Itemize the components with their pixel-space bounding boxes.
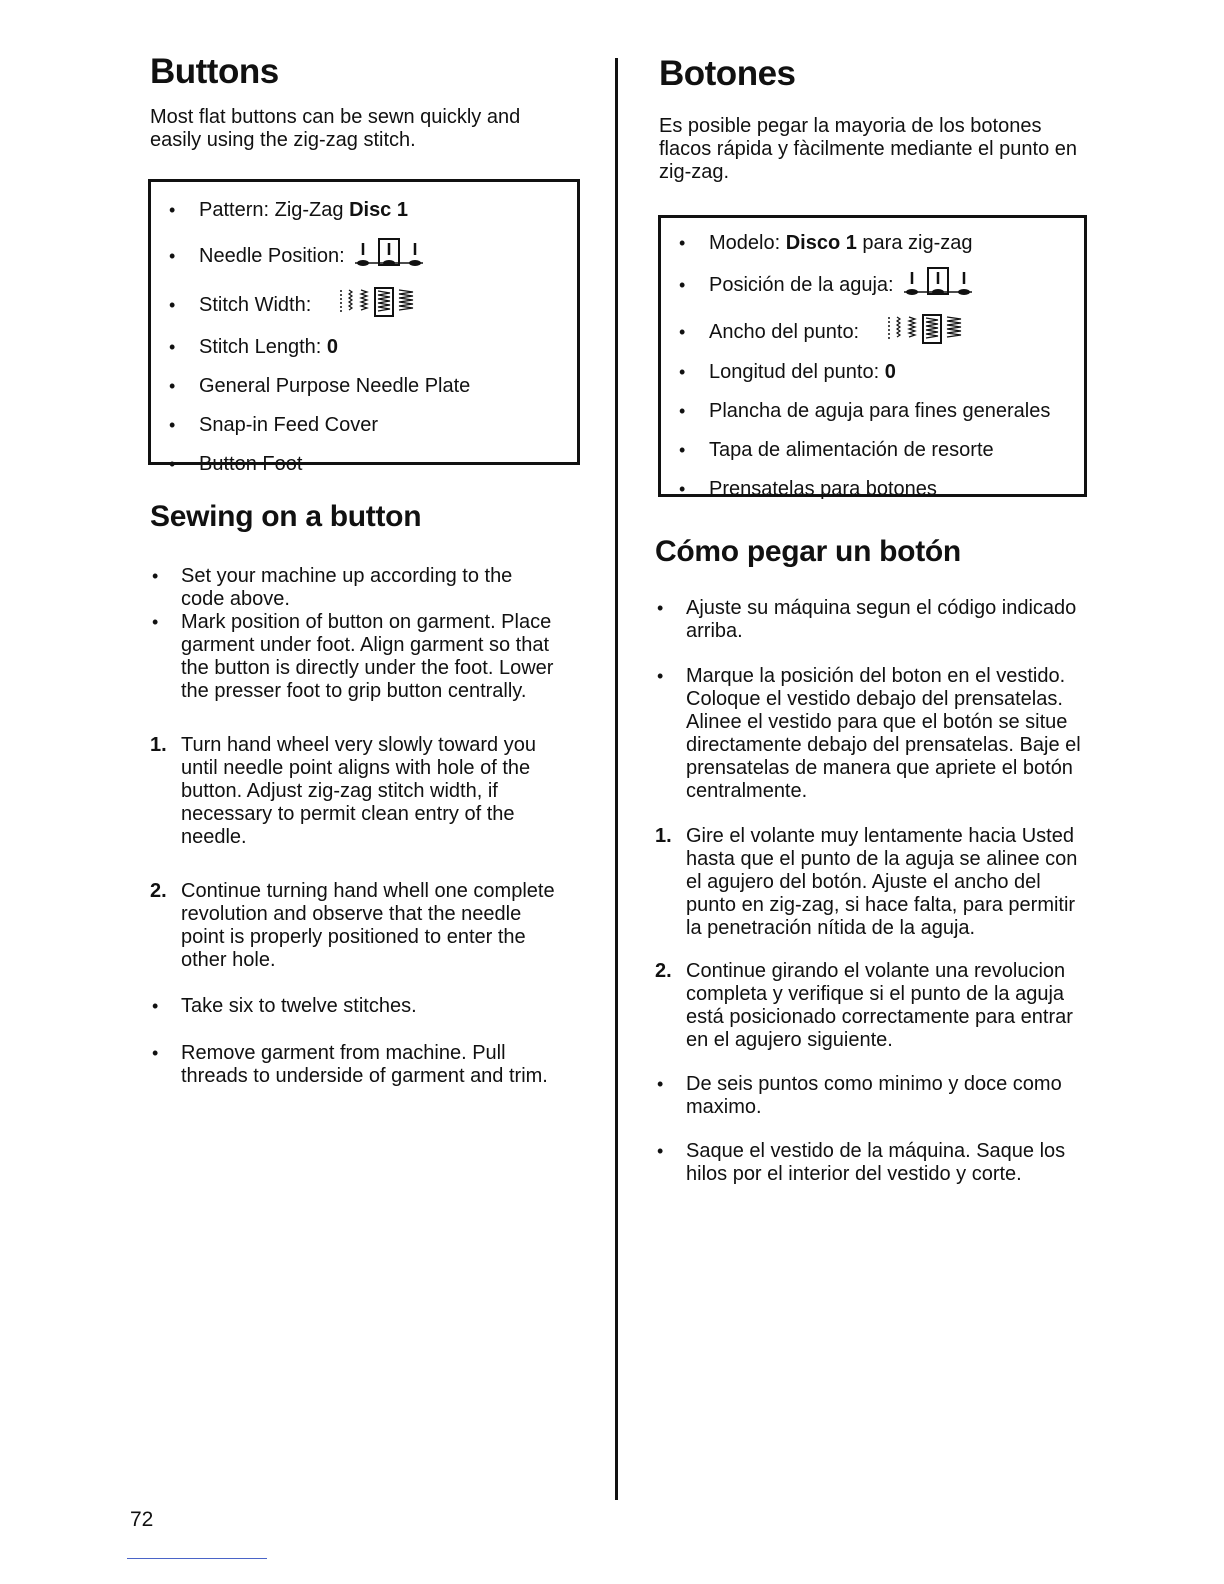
setting-stitch-length-es: • Longitud del punto: 0 [677, 360, 1072, 384]
setting-foot: • Button Foot [167, 452, 565, 476]
settings-list [167, 198, 565, 476]
page-number: 72 [130, 1508, 154, 1531]
setting-foot-es: • Prensatelas para botones [677, 477, 1072, 501]
settings-list-es [677, 231, 1072, 501]
step-item: • De seis puntos como minimo y doce como maximo. [657, 1073, 1062, 1118]
setting-feed-cover: • Snap-in Feed Cover [167, 413, 565, 437]
needle-position-icon [904, 266, 972, 304]
setting-pattern-es: • Modelo: Disco 1 para zig-zag [677, 231, 1072, 255]
setting-stitch-width-es: • Ancho del punto: [677, 313, 1072, 351]
step-item: 1. Gire el volante muy lentamente hacia Usted hasta que el punto de la aguja se alinee con el agujero del botón. Ajuste el ancho del punto en zig-zag, si hace falta, para permitir la penetración nítida de la aguja. [655, 825, 1078, 939]
stitch-width-icon [885, 313, 971, 351]
steps-list [150, 565, 560, 1088]
setting-needle-position: • Needle Position: [167, 237, 565, 275]
setting-needle-plate-es: • Plancha de aguja para fines generales [677, 399, 1072, 423]
step-item: • Set your machine up according to the code above. [152, 565, 513, 610]
stitch-width-icon [337, 286, 423, 324]
setting-needle-plate: • General Purpose Needle Plate [167, 374, 565, 398]
step-item: • Mark position of button on garment. Place garment under foot. Align garment so that the button is directly under the foot. Lower the presser foot to grip button centrally. [152, 611, 554, 702]
footer-rule [127, 1558, 267, 1559]
settings-box-es [658, 215, 1087, 500]
settings-box [148, 179, 580, 475]
step-item: • Remove garment from machine. Pull threads to underside of garment and trim. [152, 1042, 548, 1087]
step-item: 2. Continue turning hand whell one complete revolution and observe that the needle point is properly positioned to enter the other hole. [150, 880, 555, 971]
steps-list-es [655, 597, 1085, 1186]
step-item: • Ajuste su máquina segun el código indicado arriba. [657, 597, 1077, 642]
section-title: Sewing on a button [150, 500, 422, 533]
intro-text-es: Es posible pegar la mayoria de los botones flacos rápida y fàcilmente mediante el punto en zig-zag. [659, 115, 1078, 183]
section-title-es: Cómo pegar un botón [655, 535, 961, 568]
step-item: • Saque el vestido de la máquina. Saque los hilos por el interior del vestido y corte. [657, 1140, 1066, 1185]
step-item: 2. Continue girando el volante una revolucion completa y verifique si el punto de la aguja está posicionado correctamente para entrar en el agujero siguiente. [655, 960, 1073, 1051]
page-title-es: Botones [659, 54, 796, 93]
intro-text: Most flat buttons can be sewn quickly and easily using the zig-zag stitch. [150, 106, 521, 151]
needle-position-icon [355, 237, 423, 275]
step-item: • Marque la posición del boton en el vestido. Coloque el vestido debajo del prensatelas. Alinee el vestido para que el botón se situe directamente debajo del prensatelas. Baje el prensatelas de manera que apriete el botón centralmente. [657, 665, 1081, 802]
setting-needle-position-es: • Posición de la aguja: [677, 266, 1072, 304]
setting-stitch-width: • Stitch Width: [167, 286, 565, 324]
step-item: • Take six to twelve stitches. [152, 995, 417, 1017]
page-title: Buttons [150, 52, 279, 91]
step-item: 1. Turn hand wheel very slowly toward you until needle point aligns with hole of the button. Adjust zig-zag stitch width, if necessary to permit clean entry of the needle. [150, 734, 536, 848]
setting-stitch-length: • Stitch Length: 0 [167, 335, 565, 359]
column-divider [615, 58, 618, 1500]
setting-pattern: • Pattern: Zig-Zag Disc 1 [167, 198, 565, 222]
setting-feed-cover-es: • Tapa de alimentación de resorte [677, 438, 1072, 462]
